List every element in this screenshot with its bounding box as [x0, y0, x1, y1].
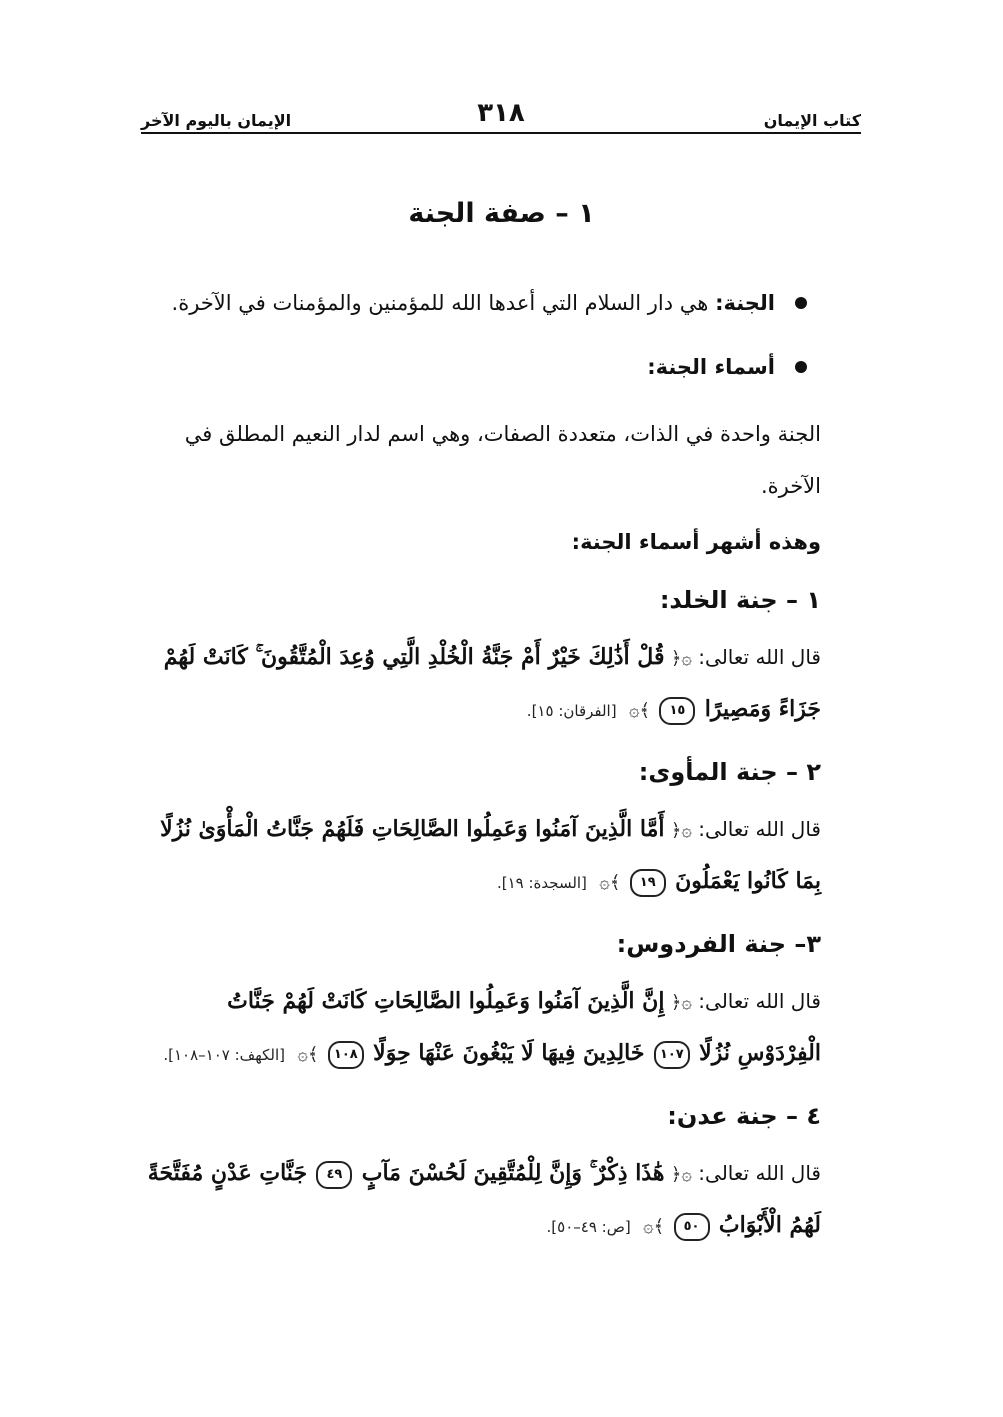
- verse-text: أَمَّا الَّذِينَ آمَنُوا وَعَمِلُوا الصَّالِحَاتِ فَلَهُمْ جَنَّاتُ الْمَأْوَىٰ نُزُلًا بِمَا كَانُوا يَعْمَلُونَ: [160, 816, 821, 894]
- verse-text: إِنَّ الَّذِينَ آمَنُوا وَعَمِلُوا الصَّالِحَاتِ كَانَتْ لَهُمْ جَنَّاتُ الْفِرْدَوْسِ نُزُلًا: [227, 988, 821, 1066]
- name-heading-mawa: ٢ – جنة المأوى:: [638, 758, 821, 786]
- name-heading-khuld: ١ – جنة الخلد:: [659, 586, 821, 614]
- ornament-close-icon: ﴾۞: [297, 1044, 319, 1065]
- definition-bullet: [141, 280, 821, 326]
- ornament-close-icon: ﴾۞: [643, 1216, 665, 1237]
- page-number: ٣١٨: [477, 98, 525, 128]
- ornament-close-icon: ﴾۞: [628, 700, 651, 721]
- verse-reference: [الفرقان: ١٥].: [526, 702, 617, 720]
- ornament-close-icon: ﴾۞: [599, 872, 621, 893]
- page-header: [141, 98, 861, 130]
- verse-reference: [السجدة: ١٩].: [496, 874, 587, 892]
- definition-text: هي دار السلام التي أعدها الله للمؤمنين والمؤمنات في الآخرة.: [171, 291, 709, 315]
- verse-text: جَنَّاتِ عَدْنٍ مُفَتَّحَةً لَهُمُ الْأَبْوَابُ: [147, 1160, 821, 1238]
- quran-quote-adn: [141, 1148, 821, 1252]
- name-heading-firdaws: ٣– جنة الفردوس:: [616, 930, 821, 958]
- verse-reference: [ص: ٤٩–٥٠].: [546, 1218, 631, 1236]
- section-title: ١ – صفة الجنة: [408, 198, 595, 229]
- ornament-open-icon: ۞﴿: [670, 648, 692, 669]
- quote-intro: قال الله تعالى:: [698, 817, 821, 841]
- verse-number-marker: ٤٩: [316, 1161, 352, 1189]
- names-bullet: [141, 344, 821, 390]
- ornament-open-icon: ۞﴿: [670, 1164, 692, 1185]
- verse-number-marker: ١٠٨: [328, 1041, 364, 1069]
- page-body: [141, 280, 821, 1266]
- ornament-open-icon: ۞﴿: [670, 820, 692, 841]
- quran-quote-firdaws: [141, 976, 821, 1080]
- quote-intro: قال الله تعالى:: [698, 989, 821, 1013]
- verse-text: هَٰذَا ذِكْرٌ ۚ وَإِنَّ لِلْمُتَّقِينَ لَحُسْنَ مَآبٍ: [361, 1160, 665, 1186]
- verse-number-marker: ١٩: [630, 869, 666, 897]
- verse-reference: [الكهف: ١٠٧–١٠٨].: [163, 1046, 285, 1064]
- definition-term: الجنة:: [715, 291, 775, 315]
- verse-number-marker: ١٠٧: [654, 1041, 690, 1069]
- bullet-icon: [795, 361, 807, 373]
- verse-text: قُلْ أَذَٰلِكَ خَيْرٌ أَمْ جَنَّةُ الْخُلْدِ الَّتِي وُعِدَ الْمُتَّقُونَ ۚ كَانَتْ لَهُمْ جَزَاءً وَمَصِيرًا: [163, 644, 821, 722]
- chapter-title: الإيمان باليوم الآخر: [141, 111, 292, 130]
- verse-number-marker: ١٥: [659, 697, 695, 725]
- verse-text: خَالِدِينَ فِيهَا لَا يَبْغُونَ عَنْهَا حِوَلًا: [373, 1040, 645, 1066]
- book-title: كتاب الإيمان: [763, 111, 861, 130]
- quote-intro: قال الله تعالى:: [698, 1161, 821, 1185]
- quote-intro: قال الله تعالى:: [698, 645, 821, 669]
- name-heading-adn: ٤ – جنة عدن:: [667, 1102, 821, 1130]
- verse-number-marker: ٥٠: [674, 1213, 710, 1241]
- bullet-icon: [795, 297, 807, 309]
- ornament-open-icon: ۞﴿: [670, 992, 692, 1013]
- quran-quote-mawa: [141, 804, 821, 908]
- names-intro: الجنة واحدة في الذات، متعددة الصفات، وهي اسم لدار النعيم المطلق في الآخرة.: [184, 422, 821, 498]
- header-divider: [141, 132, 861, 134]
- names-subheading: وهذه أشهر أسماء الجنة:: [571, 530, 821, 554]
- names-heading: أسماء الجنة:: [647, 355, 775, 379]
- quran-quote-khuld: [141, 632, 821, 736]
